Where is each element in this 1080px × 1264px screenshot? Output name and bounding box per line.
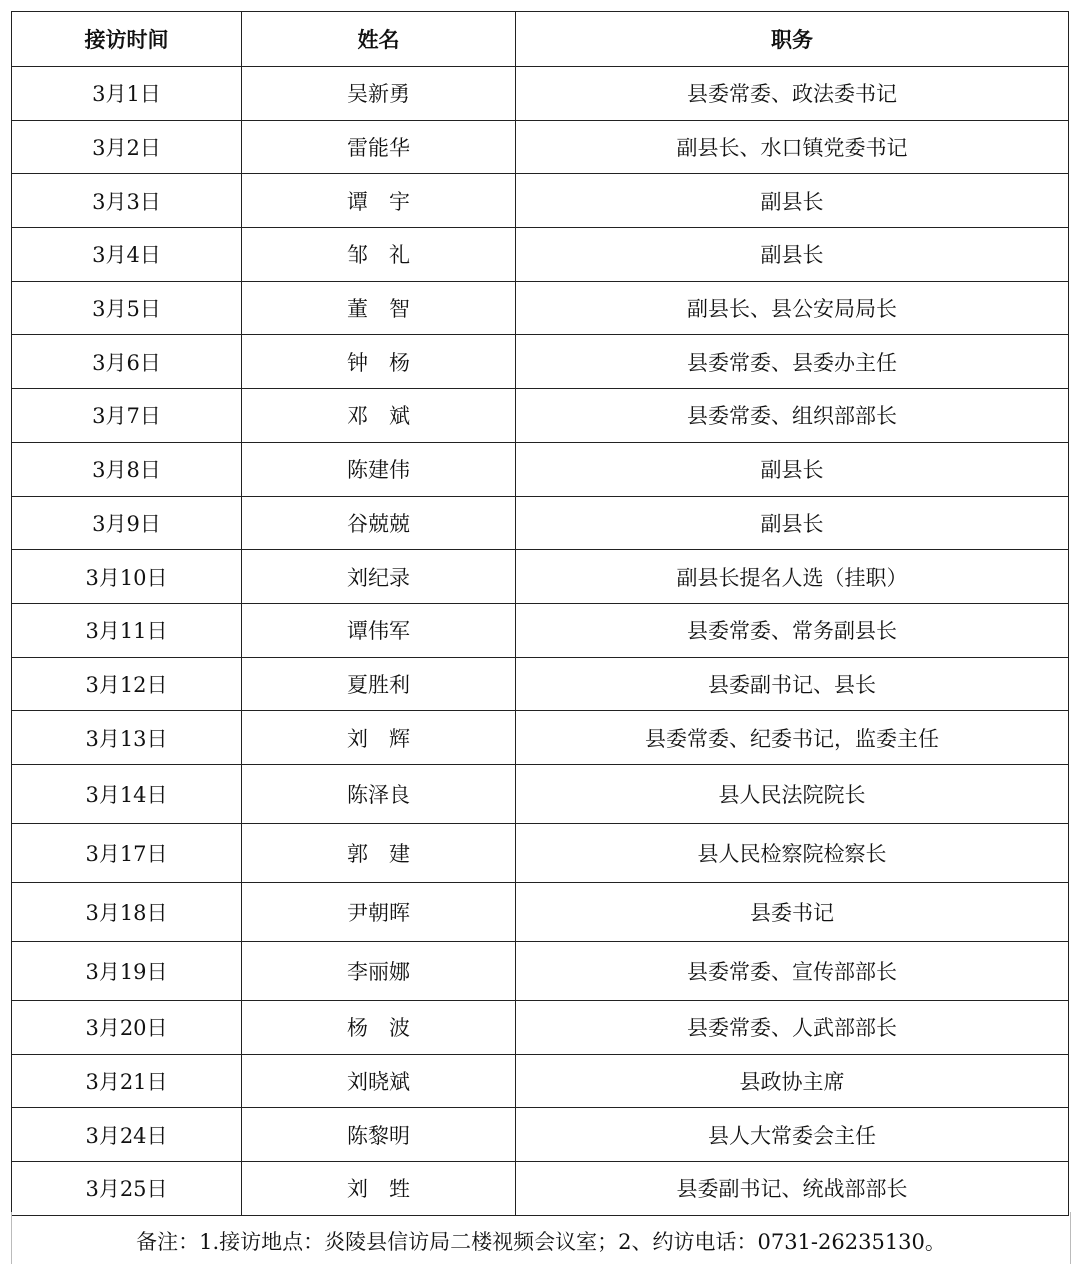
cell-date: 3月21日 bbox=[12, 1054, 242, 1108]
cell-title: 县委书记 bbox=[516, 882, 1069, 941]
table-row bbox=[12, 67, 1069, 121]
table-row bbox=[12, 1108, 1069, 1162]
cell-title: 县委常委、政法委书记 bbox=[516, 67, 1069, 121]
table-row bbox=[12, 550, 1069, 604]
cell-date: 3月5日 bbox=[12, 281, 242, 335]
schedule-table bbox=[11, 11, 1069, 1216]
cell-date: 3月18日 bbox=[12, 882, 242, 941]
cell-title: 县委常委、县委办主任 bbox=[516, 335, 1069, 389]
table-row bbox=[12, 823, 1069, 882]
table-row bbox=[12, 1162, 1069, 1216]
cell-title: 副县长、水口镇党委书记 bbox=[516, 120, 1069, 174]
cell-name: 邓 斌 bbox=[242, 389, 516, 443]
cell-name: 李丽娜 bbox=[242, 941, 516, 1000]
note-box bbox=[11, 1212, 1071, 1264]
cell-title: 县人大常委会主任 bbox=[516, 1108, 1069, 1162]
cell-title: 县委常委、组织部部长 bbox=[516, 389, 1069, 443]
cell-date: 3月20日 bbox=[12, 1000, 242, 1054]
header-date: 接访时间 bbox=[12, 12, 242, 67]
cell-name: 夏胜利 bbox=[242, 657, 516, 711]
cell-title: 副县长 bbox=[516, 442, 1069, 496]
cell-name: 尹朝晖 bbox=[242, 882, 516, 941]
cell-title: 县委常委、人武部部长 bbox=[516, 1000, 1069, 1054]
cell-name: 董 智 bbox=[242, 281, 516, 335]
cell-date: 3月11日 bbox=[12, 603, 242, 657]
footnote: 备注：1.接访地点：炎陵县信访局二楼视频会议室；2、约访电话：0731-26235130。 bbox=[136, 1230, 946, 1254]
cell-date: 3月19日 bbox=[12, 941, 242, 1000]
cell-title: 县委副书记、县长 bbox=[516, 657, 1069, 711]
cell-name: 吴新勇 bbox=[242, 67, 516, 121]
cell-name: 刘 辉 bbox=[242, 711, 516, 765]
table-row bbox=[12, 882, 1069, 941]
header-row bbox=[12, 12, 1069, 67]
cell-date: 3月1日 bbox=[12, 67, 242, 121]
table-row bbox=[12, 603, 1069, 657]
cell-name: 陈泽良 bbox=[242, 764, 516, 823]
table-row bbox=[12, 120, 1069, 174]
cell-name: 谭伟军 bbox=[242, 603, 516, 657]
table-row bbox=[12, 281, 1069, 335]
cell-date: 3月7日 bbox=[12, 389, 242, 443]
cell-title: 副县长提名人选（挂职） bbox=[516, 550, 1069, 604]
cell-date: 3月4日 bbox=[12, 228, 242, 282]
cell-name: 刘纪录 bbox=[242, 550, 516, 604]
cell-date: 3月8日 bbox=[12, 442, 242, 496]
cell-title: 县委常委、纪委书记，监委主任 bbox=[516, 711, 1069, 765]
table-row bbox=[12, 228, 1069, 282]
header-title: 职务 bbox=[516, 12, 1069, 67]
cell-title: 副县长 bbox=[516, 496, 1069, 550]
cell-title: 县委常委、宣传部部长 bbox=[516, 941, 1069, 1000]
table-row bbox=[12, 1000, 1069, 1054]
cell-name: 陈建伟 bbox=[242, 442, 516, 496]
cell-date: 3月10日 bbox=[12, 550, 242, 604]
cell-date: 3月14日 bbox=[12, 764, 242, 823]
cell-date: 3月2日 bbox=[12, 120, 242, 174]
cell-name: 杨 波 bbox=[242, 1000, 516, 1054]
table-row bbox=[12, 496, 1069, 550]
cell-date: 3月9日 bbox=[12, 496, 242, 550]
cell-name: 刘晓斌 bbox=[242, 1054, 516, 1108]
table-row bbox=[12, 174, 1069, 228]
cell-date: 3月24日 bbox=[12, 1108, 242, 1162]
cell-name: 陈黎明 bbox=[242, 1108, 516, 1162]
cell-date: 3月17日 bbox=[12, 823, 242, 882]
table-row bbox=[12, 389, 1069, 443]
cell-name: 谷兢兢 bbox=[242, 496, 516, 550]
cell-date: 3月12日 bbox=[12, 657, 242, 711]
cell-name: 郭 建 bbox=[242, 823, 516, 882]
cell-name: 刘 甡 bbox=[242, 1162, 516, 1216]
cell-date: 3月25日 bbox=[12, 1162, 242, 1216]
header-name: 姓名 bbox=[242, 12, 516, 67]
cell-date: 3月3日 bbox=[12, 174, 242, 228]
cell-title: 县人民法院院长 bbox=[516, 764, 1069, 823]
cell-title: 县委副书记、统战部部长 bbox=[516, 1162, 1069, 1216]
cell-title: 县委常委、常务副县长 bbox=[516, 603, 1069, 657]
cell-title: 副县长 bbox=[516, 174, 1069, 228]
cell-date: 3月6日 bbox=[12, 335, 242, 389]
table-row bbox=[12, 335, 1069, 389]
cell-title: 副县长 bbox=[516, 228, 1069, 282]
table-row bbox=[12, 711, 1069, 765]
cell-name: 邹 礼 bbox=[242, 228, 516, 282]
table-row bbox=[12, 941, 1069, 1000]
cell-title: 县政协主席 bbox=[516, 1054, 1069, 1108]
cell-name: 雷能华 bbox=[242, 120, 516, 174]
table-row bbox=[12, 442, 1069, 496]
cell-name: 钟 杨 bbox=[242, 335, 516, 389]
cell-title: 县人民检察院检察长 bbox=[516, 823, 1069, 882]
table-row bbox=[12, 1054, 1069, 1108]
table-row bbox=[12, 657, 1069, 711]
cell-name: 谭 宇 bbox=[242, 174, 516, 228]
cell-title: 副县长、县公安局局长 bbox=[516, 281, 1069, 335]
table-row bbox=[12, 764, 1069, 823]
cell-date: 3月13日 bbox=[12, 711, 242, 765]
